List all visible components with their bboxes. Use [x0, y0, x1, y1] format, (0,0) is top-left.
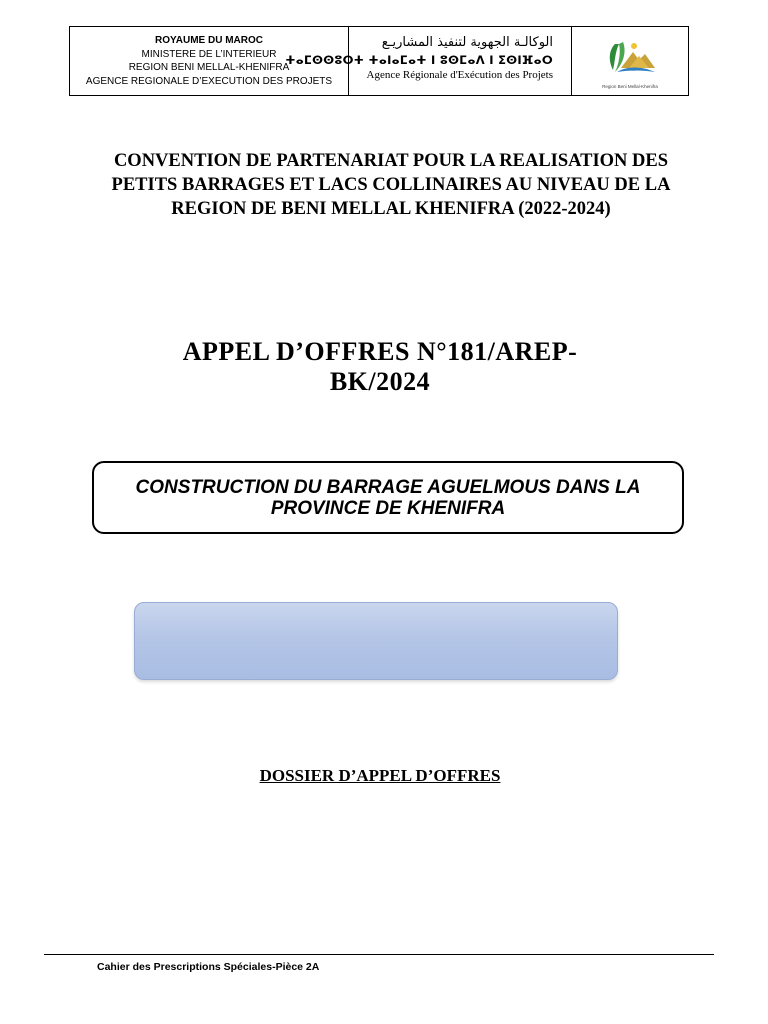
agency-french-name: Agence Régionale d'Exécution des Projets	[366, 69, 553, 81]
project-title-line1: CONSTRUCTION DU BARRAGE AGUELMOUS DANS LA	[135, 476, 641, 498]
logo-caption: Region Beni Mellal-Khenifra	[602, 84, 658, 89]
tender-number-heading	[150, 337, 610, 397]
dossier-title: DOSSIER D’APPEL D’OFFRES	[259, 766, 501, 785]
footer-divider	[44, 954, 714, 955]
project-title-line2: PROVINCE DE KHENIFRA	[270, 497, 506, 519]
tender-number-line1: APPEL D’OFFRES N°181/AREP-	[182, 337, 578, 366]
region-logo-icon	[593, 30, 667, 92]
region-label: REGION BENI MELLAL-KHENIFRA	[128, 62, 290, 73]
agency-arabic-name: الوكالـة الجهوية لتنفيذ المشاريـع	[381, 35, 553, 50]
blank-blue-banner	[134, 602, 618, 680]
header-agency-logo-cell	[285, 27, 572, 95]
convention-title: CONVENTION DE PARTENARIAT POUR LA REALISATION DES PETITS BARRAGES ET LACS COLLINAIRES AU NIVEAU DE LA REGION DE BENI MELLAL KHENIFRA (2022-2024)	[111, 151, 671, 219]
header-table	[69, 26, 689, 96]
region-logo	[593, 30, 667, 92]
tender-number-line2: BK/2024	[329, 367, 431, 396]
agency-tifinagh-name: ⵜⴰⵎⵙⵙⵓⵔⵜ ⵜⴰⵏⴰⵎⴰⵜ ⵏ ⵓⵙⵎⴰⴷ ⵏ ⵉⵙⵏⴼⴰⵔ	[285, 53, 553, 67]
header-region-logo-cell	[572, 27, 688, 95]
agency-label: AGENCE REGIONALE D’EXECUTION DES PROJETS	[85, 75, 333, 87]
footer-text: Cahier des Prescriptions Spéciales-Pièce 2A	[97, 961, 320, 973]
project-title-box	[92, 461, 684, 534]
kingdom-label: ROYAUME DU MAROC	[155, 35, 263, 46]
ministry-label: MINISTERE DE L’INTERIEUR	[141, 48, 277, 60]
